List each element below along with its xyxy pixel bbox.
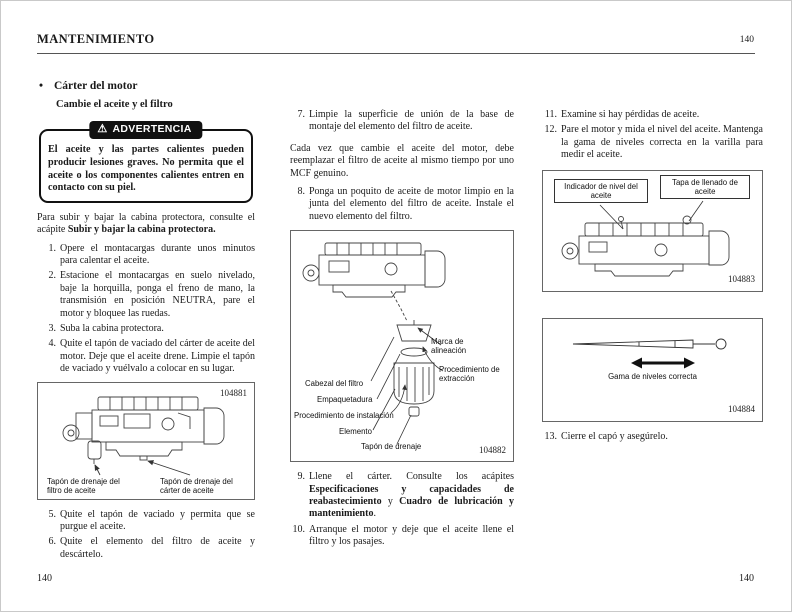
step-number: 5. [48, 508, 56, 520]
figure-id: 104881 [220, 387, 247, 398]
right-column [542, 109, 763, 446]
step-9-text-a: Llene el cárter. Consulte los acápites [309, 471, 514, 483]
section-title: Cárter del motor [54, 80, 138, 92]
step-9 [290, 471, 514, 521]
figure-label-alignment-mark: Marca de alineación [431, 337, 467, 356]
intro-paragraph [37, 212, 255, 237]
engine-outline [63, 397, 224, 464]
step-text: Quite el tapón de vaciado y permita que se purgue el aceite. [60, 508, 255, 532]
step-number: 8. [297, 185, 305, 197]
figure-id: 104883 [728, 274, 755, 285]
step-6 [41, 536, 255, 561]
page-number-bottom-right: 140 [739, 573, 754, 584]
dipstick-outline [573, 339, 726, 349]
filter-replacement-note: Cada vez que cambie el aceite del motor, debe reemplazar el filtro de aceite al mismo tiempo por uno MCF genuino. [290, 142, 514, 179]
leader-arrows [95, 461, 190, 475]
page-number-bottom-left: 140 [37, 573, 52, 584]
section-heading [37, 79, 255, 93]
warning-header [89, 121, 202, 139]
step-8 [290, 186, 514, 223]
steps-5-6 [41, 509, 255, 562]
steps-9-10 [290, 471, 514, 548]
intro-text: Para subir y bajar la cabina protectora, consulte el acápite [37, 211, 255, 236]
step-number: 2. [48, 270, 56, 282]
step-7 [290, 109, 514, 134]
engine-outline [303, 243, 445, 321]
step-text: Cierre el capó y asegúrelo. [561, 430, 668, 442]
middle-column [290, 109, 514, 551]
step-number: 6. [48, 536, 56, 548]
figure-label-oil-fill-cap: Tapa de llenado de aceite [660, 175, 750, 199]
step-number: 13. [544, 430, 557, 442]
step-number: 7. [297, 109, 305, 120]
step-8-wrap [290, 186, 514, 223]
left-column [37, 79, 255, 564]
step-9-text-b: y [381, 495, 400, 507]
header-divider [37, 53, 755, 54]
step-9-reference-2: Cuadro de lubricación y mantenimiento [309, 495, 514, 520]
step-number: 10. [292, 523, 305, 535]
step-text: Examine si hay pérdidas de aceite. [561, 109, 700, 120]
bullet-icon: • [39, 80, 44, 92]
intro-cross-reference: Subir y bajar la cabina protectora. [67, 224, 216, 236]
step-1 [41, 243, 255, 268]
step-text: Arranque el motor y deje que el aceite llene el filtro y los pasajes. [309, 523, 514, 548]
step-11 [542, 109, 763, 121]
figure-label-correct-level-range: Gama de niveles correcta [608, 371, 697, 381]
step-5 [41, 509, 255, 534]
figure-label-removal-procedure: Procedimiento de extracción [439, 365, 500, 384]
step-13-wrap [542, 431, 763, 443]
figure-drain-plugs [37, 382, 255, 500]
warning-text: El aceite y las partes calientes pueden producir lesiones graves. No permita que el aceite o los componentes calientes entren en contacto con su piel. [48, 144, 244, 194]
warning-triangle-icon: ⚠ [97, 123, 108, 136]
step-text [309, 471, 514, 521]
step-text: Ponga un poquito de aceite de motor limpio en la junta del elemento del filtro de aceite. Instale el nuevo elemento del filtro. [309, 185, 514, 222]
steps-1-4 [41, 243, 255, 376]
step-number: 3. [48, 322, 56, 334]
figure-id: 104884 [728, 404, 755, 415]
figure-label-installation-procedure: Procedimiento de instalación [294, 411, 394, 421]
level-range-arrow [631, 357, 695, 368]
leader-lines [600, 201, 703, 229]
step-number: 12. [544, 124, 557, 136]
step-number: 1. [48, 242, 56, 254]
figure-label-element: Elemento [339, 427, 372, 437]
step-text: Quite el tapón de vaciado del cárter de aceite del motor. Deje que el aceite drene. Limpie el tapón de vaciado y vuélvalo a colocar en su lugar. [60, 338, 255, 375]
step-text: Opere el montacargas durante unos minutos para calentar el aceite. [60, 242, 255, 266]
figure-oil-level-points [542, 170, 763, 292]
warning-label: ADVERTENCIA [112, 123, 192, 136]
step-13 [542, 431, 763, 443]
figure-label-gasket: Empaquetadura [317, 395, 373, 405]
step-3 [41, 323, 255, 335]
step-text: Limpie la superficie de unión de la base de montaje del elemento del filtro de aceite. [309, 109, 514, 133]
figure-label-oil-level-indicator: Indicador de nivel del aceite [554, 179, 648, 203]
figure-oil-filter-exploded [290, 230, 514, 462]
figure-label-filter-drain-plug: Tapón de drenaje del filtro de aceite [47, 476, 120, 495]
step-7-wrap [290, 109, 514, 134]
figure-label-drain-plug: Tapón de drenaje [361, 442, 422, 452]
step-text: Suba la cabina protectora. [60, 322, 164, 334]
step-text: Estacione el montacargas en suelo nivelado, baje la horquilla, ponga el freno de mano, la transmisión en posición NEUTRA, pare el motor y bloquee las ruedas. [60, 270, 255, 319]
figure-label-crankcase-drain-plug: Tapón de drenaje del cárter de aceite [160, 476, 233, 495]
warning-box [39, 123, 253, 203]
step-2 [41, 270, 255, 320]
page-title: MANTENIMIENTO [37, 32, 155, 46]
step-text: Quite el elemento del filtro de aceite y descártelo. [60, 536, 255, 560]
step-4 [41, 338, 255, 375]
step-12 [542, 124, 763, 161]
step-9-text-c: . [373, 508, 376, 520]
step-text: Pare el motor y mida el nivel del aceite. Mantenga la gama de niveles correcta en la varilla para medir el aceite. [561, 124, 763, 161]
figure-label-filter-head: Cabezal del filtro [305, 379, 364, 389]
step-number: 11. [544, 109, 557, 120]
subsection-title: Cambie el aceite y el filtro [56, 99, 173, 111]
step-10 [290, 524, 514, 549]
steps-11-12 [542, 109, 763, 162]
engine-outline [562, 216, 729, 276]
figure-id: 104882 [479, 444, 506, 455]
figure-dipstick-range [542, 318, 763, 422]
page-number-top: 140 [739, 35, 754, 45]
step-9-reference-1: Especificaciones y capacidades de reabastecimiento [309, 483, 514, 507]
step-number: 4. [48, 338, 56, 350]
step-number: 9. [297, 471, 305, 483]
